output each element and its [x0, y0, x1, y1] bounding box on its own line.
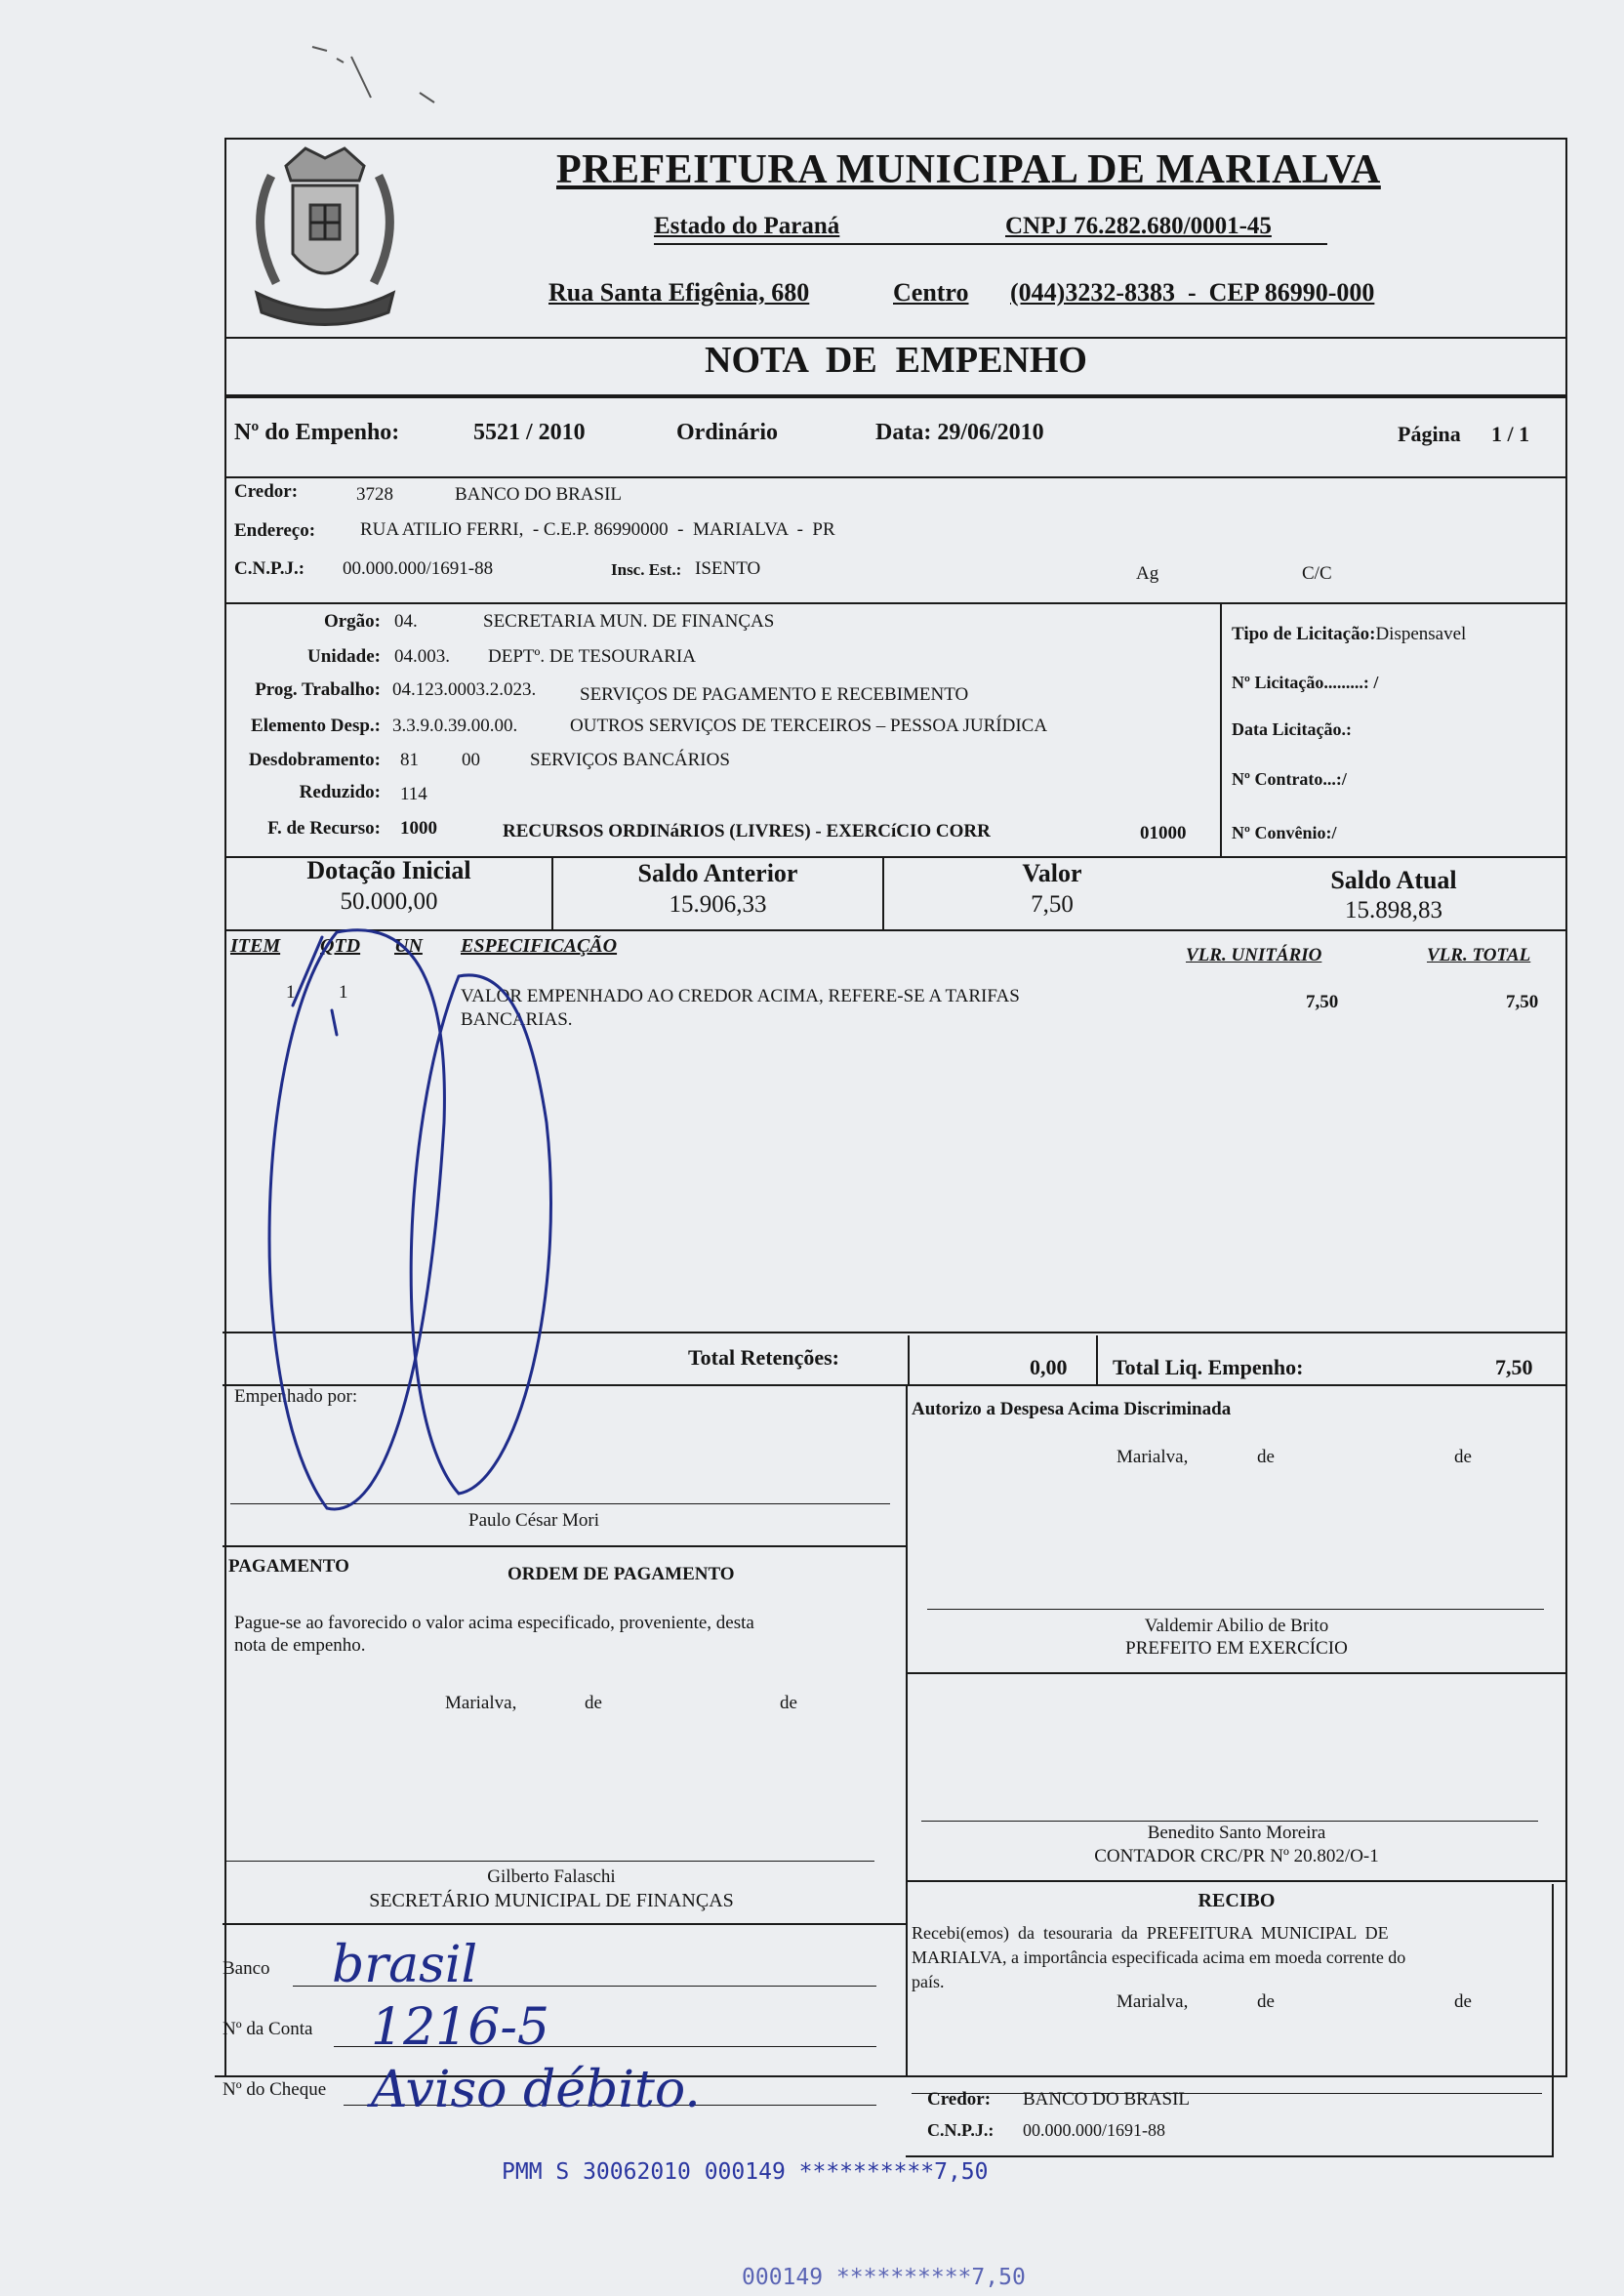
- empenhado-label: Empenhado por:: [234, 1386, 358, 1407]
- dotacao-label: Dotação Inicial: [306, 856, 471, 884]
- credor-label: Credor:: [234, 481, 299, 502]
- num-contrato: Nº Contrato...:/: [1232, 769, 1347, 789]
- elemento-name: OUTROS SERVIÇOS DE TERCEIROS – PESSOA JURÍDICA: [570, 716, 1048, 736]
- cheque-handwriting: Aviso débito.: [371, 2061, 701, 2119]
- header-state: Estado do Paraná: [654, 213, 840, 239]
- desdobramento-label: Desdobramento:: [248, 750, 381, 770]
- header-phone-cep: (044)3232-8383 - CEP 86990-000: [1010, 278, 1375, 307]
- valor-label: Valor: [1022, 859, 1082, 887]
- elemento-code: 3.3.9.0.39.00.00.: [392, 716, 518, 736]
- recibo-cnpj-value: 00.000.000/1691-88: [1023, 2120, 1165, 2140]
- orgao-name: SECRETARIA MUN. DE FINANÇAS: [483, 611, 775, 632]
- elemento-label: Elemento Desp.:: [251, 716, 381, 736]
- empenho-label: Nº do Empenho:: [234, 420, 400, 445]
- page-label: Página: [1398, 422, 1461, 446]
- header-district: Centro: [893, 278, 969, 307]
- page-number: 1 / 1: [1491, 422, 1530, 446]
- desdobramento-name: SERVIÇOS BANCÁRIOS: [530, 750, 730, 770]
- liquido-value: 7,50: [1495, 1355, 1533, 1379]
- data-licitacao: Data Licitação.:: [1232, 719, 1352, 739]
- saldo-atual-label: Saldo Atual: [1330, 866, 1457, 894]
- pagamento-city: Marialva,: [445, 1693, 517, 1713]
- cnpj-value: 00.000.000/1691-88: [343, 558, 494, 579]
- recibo-text-line3: país.: [912, 1972, 945, 1991]
- credor-code: 3728: [356, 484, 393, 505]
- items-header-total: VLR. TOTAL: [1427, 945, 1531, 965]
- items-header-item: ITEM: [230, 935, 281, 957]
- prefeito-name: Valdemir Abilio de Brito: [1144, 1616, 1329, 1636]
- contador-name: Benedito Santo Moreira: [1147, 1823, 1326, 1843]
- prefeito-role: PREFEITO EM EXERCÍCIO: [1125, 1638, 1348, 1659]
- prog-code: 04.123.0003.2.023.: [392, 679, 537, 700]
- recibo-text-line1: Recebi(emos) da tesouraria da PREFEITURA MUNICIPAL DE: [912, 1923, 1389, 1943]
- recibo-title: RECIBO: [1198, 1890, 1276, 1911]
- ordem-label: ORDEM DE PAGAMENTO: [508, 1564, 735, 1584]
- insc-label: Insc. Est.:: [611, 560, 682, 579]
- ag-label: Ag: [1136, 563, 1159, 584]
- saldo-anterior-value: 15.906,33: [669, 891, 767, 918]
- fonte-extra: 01000: [1140, 823, 1187, 843]
- item-spec-line2: BANCARIAS.: [461, 1009, 573, 1030]
- reduzido-value: 114: [400, 784, 427, 804]
- desdobramento-code: 81: [400, 750, 419, 770]
- endereco-label: Endereço:: [234, 520, 316, 541]
- fonte-label: F. de Recurso:: [267, 818, 381, 839]
- item-spec-line1: VALOR EMPENHADO AO CREDOR ACIMA, REFERE-SE A TARIFAS: [461, 986, 1020, 1006]
- pagamento-label: PAGAMENTO: [228, 1556, 349, 1577]
- empenho-number: 5521 / 2010: [473, 420, 586, 445]
- item-unit-value: 7,50: [1306, 992, 1339, 1012]
- autorizo-de2: de: [1454, 1447, 1472, 1467]
- pagamento-de2: de: [780, 1693, 797, 1713]
- liquido-label: Total Liq. Empenho:: [1113, 1355, 1304, 1379]
- empenhado-name: Paulo César Mori: [468, 1510, 600, 1531]
- autorizo-label: Autorizo a Despesa Acima Discriminada: [912, 1399, 1232, 1419]
- orgao-label: Orgão:: [323, 611, 381, 632]
- autorizo-city: Marialva,: [1116, 1447, 1189, 1467]
- valor-value: 7,50: [1031, 891, 1074, 918]
- prog-name: SERVIÇOS DE PAGAMENTO E RECEBIMENTO: [580, 684, 969, 705]
- recibo-text-line2: MARIALVA, a importância especificada acima em moeda corrente do: [912, 1948, 1406, 1967]
- num-convenio: Nº Convênio:/: [1232, 823, 1337, 842]
- fonte-name: RECURSOS ORDINáRIOS (LIVRES) - EXERCíCIO CORR: [503, 821, 991, 841]
- machine-stamp-bottom: 000149 **********7,50: [742, 2265, 1026, 2290]
- empenho-type: Ordinário: [676, 420, 779, 445]
- banco-label: Banco: [223, 1958, 270, 1979]
- saldo-atual-value: 15.898,83: [1345, 897, 1442, 923]
- num-licitacao: Nº Licitação.........: /: [1232, 673, 1379, 692]
- fonte-code: 1000: [400, 818, 437, 839]
- credor-name: BANCO DO BRASIL: [455, 484, 623, 505]
- items-header-unit: VLR. UNITÁRIO: [1186, 945, 1322, 965]
- banco-handwriting: brasil: [332, 1936, 478, 1994]
- orgao-code: 04.: [394, 611, 418, 632]
- cc-label: C/C: [1302, 563, 1332, 584]
- saldo-anterior-label: Saldo Anterior: [637, 859, 798, 887]
- cheque-label: Nº do Cheque: [223, 2079, 327, 2100]
- retencoes-label: Total Retenções:: [688, 1345, 839, 1370]
- item-number: 1: [286, 982, 296, 1003]
- unidade-label: Unidade:: [307, 646, 381, 667]
- items-header-spec: ESPECIFICAÇÃO: [461, 935, 618, 957]
- ink-tick: [293, 937, 337, 1035]
- endereco-value: RUA ATILIO FERRI, - C.E.P. 86990000 - MARIALVA - PR: [360, 519, 835, 540]
- contador-role: CONTADOR CRC/PR Nº 20.802/O-1: [1094, 1846, 1379, 1866]
- insc-value: ISENTO: [695, 558, 761, 579]
- retencoes-value: 0,00: [1030, 1355, 1068, 1379]
- item-total-value: 7,50: [1506, 992, 1539, 1012]
- autorizo-de1: de: [1257, 1447, 1275, 1467]
- recibo-cnpj-label: C.N.P.J.:: [927, 2120, 995, 2140]
- header-title: PREFEITURA MUNICIPAL DE MARIALVA: [556, 147, 1381, 192]
- recibo-de1: de: [1257, 1991, 1275, 2012]
- reduzido-label: Reduzido:: [299, 782, 381, 802]
- conta-handwriting: 1216-5: [371, 1998, 549, 2057]
- recibo-credor-label: Credor:: [927, 2089, 992, 2110]
- machine-stamp: PMM S 30062010 000149 **********7,50: [502, 2159, 989, 2185]
- desdobramento-sub: 00: [462, 750, 480, 770]
- scan-marks: [312, 47, 434, 102]
- secretario-name: Gilberto Falaschi: [487, 1866, 616, 1887]
- header-address: Rua Santa Efigênia, 680: [548, 278, 810, 307]
- recibo-de2: de: [1454, 1991, 1472, 2012]
- ink-oval-left: [269, 930, 444, 1509]
- empenho-date: Data: 29/06/2010: [875, 420, 1044, 445]
- ink-oval-right: [411, 975, 550, 1494]
- header-cnpj: CNPJ 76.282.680/0001-45: [1005, 213, 1272, 239]
- tipo-licitacao: Tipo de Licitação:Dispensavel: [1232, 624, 1467, 644]
- cnpj-label: C.N.P.J.:: [234, 558, 305, 579]
- unidade-code: 04.003.: [394, 646, 450, 667]
- items-header-qtd: QTD: [320, 935, 361, 957]
- dotacao-value: 50.000,00: [340, 888, 438, 915]
- conta-label: Nº da Conta: [223, 2019, 313, 2039]
- recibo-credor-value: BANCO DO BRASIL: [1023, 2089, 1191, 2110]
- items-header-un: UN: [394, 935, 423, 957]
- prog-label: Prog. Trabalho:: [255, 679, 381, 700]
- item-qtd: 1: [339, 982, 348, 1003]
- pagamento-de1: de: [585, 1693, 602, 1713]
- pagamento-text-line2: nota de empenho.: [234, 1635, 366, 1656]
- secretario-role: SECRETÁRIO MUNICIPAL DE FINANÇAS: [369, 1890, 734, 1911]
- recibo-city: Marialva,: [1116, 1991, 1189, 2012]
- document-title: NOTA DE EMPENHO: [705, 340, 1087, 381]
- unidade-name: DEPTº. DE TESOURARIA: [488, 646, 696, 667]
- pagamento-text-line1: Pague-se ao favorecido o valor acima especificado, proveniente, desta: [234, 1613, 754, 1633]
